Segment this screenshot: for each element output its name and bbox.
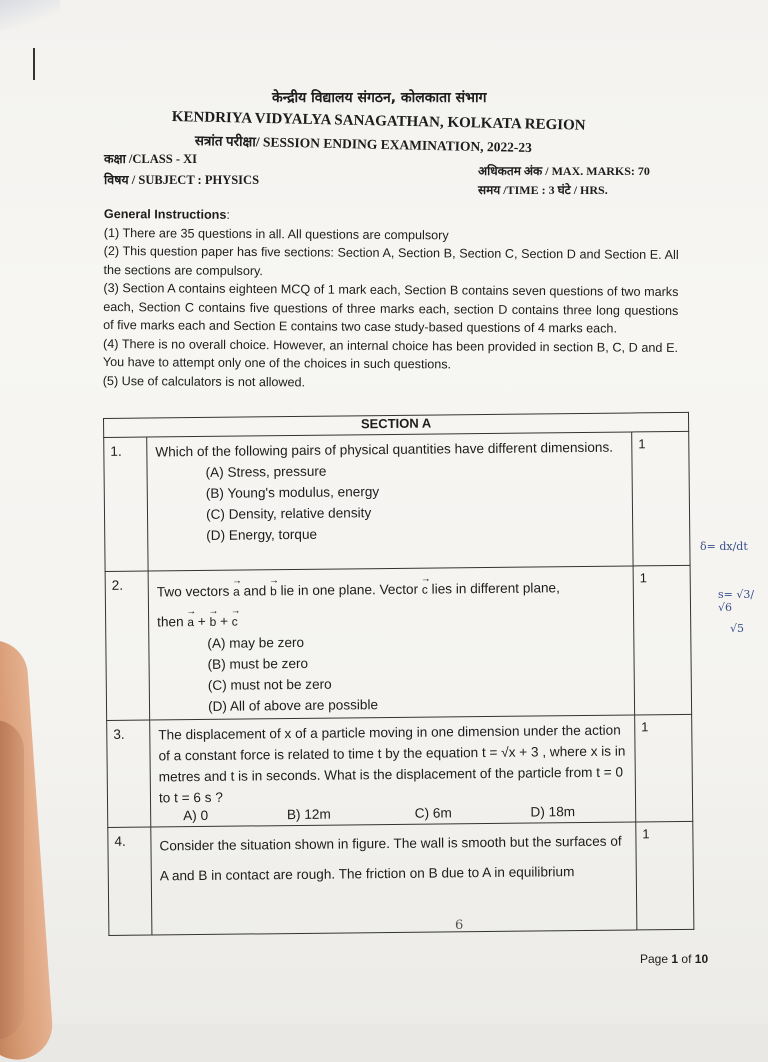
option: (C) must not be zero xyxy=(207,676,332,693)
question-number: 2. xyxy=(105,571,150,720)
question-row xyxy=(107,714,693,827)
question-text-part: Two vectors xyxy=(156,583,230,600)
question-text-part: lies in different plane, xyxy=(431,580,560,597)
question-row xyxy=(108,821,694,935)
instruction-item: (5) Use of calculators is not allowed. xyxy=(102,373,306,389)
page-prefix: Page xyxy=(640,952,669,966)
option: (B) must be zero xyxy=(207,655,309,672)
exam-title: सत्रांत परीक्षा/ SESSION ENDING EXAMINATION, 2022-23 xyxy=(194,132,533,156)
question-row xyxy=(105,565,692,720)
pen-mark xyxy=(33,48,35,80)
instructions-title: General Instructions xyxy=(103,206,227,222)
vector-c: → c xyxy=(232,612,238,633)
question-text: Which of the following pairs of physical quantities have different dimensions. xyxy=(155,439,614,460)
question-body xyxy=(150,715,636,827)
page-number xyxy=(640,952,708,966)
option: (B) Young's modulus, energy xyxy=(205,484,380,501)
option: C) 6m xyxy=(414,805,452,821)
vector-b: → b xyxy=(270,581,277,602)
question-text: The displacement of x of a particle moving in one dimension under the action of a constant force is related to time t by the equation t = √x + 3 , where x is in metres and t is in seconds. What is the displacement of the particle from t = 0 to t = 6 s ? xyxy=(158,722,626,806)
handwritten-note: s= √3/√6 xyxy=(718,588,755,614)
instruction-item: (1) There are 35 questions in all. All questions are compulsory xyxy=(103,225,449,242)
question-number: 4. xyxy=(108,827,152,935)
question-body xyxy=(147,432,633,571)
vector-a: → a xyxy=(233,582,240,603)
instruction-item: (4) There is no overall choice. However, an internal choice has been provided in section B, C, D and E. You have to attempt only one of the choices in such questions. xyxy=(102,336,679,372)
question-text xyxy=(157,571,625,604)
instruction-item: (3) Section A contains eighteen MCQ of 1 mark each, Section B contains seven questions of two marks each, Section C contains five questions of three marks each, section D contains three long questions of five marks each and Section E contains two case study-based questions of 4 marks each. xyxy=(103,280,679,336)
page-of: of xyxy=(681,952,692,966)
question-text: Consider the situation shown in figure. The wall is smooth but the surfaces of A and B in contact are rough. The friction on B due to A in equilibrium xyxy=(151,822,637,935)
question-marks: 1 xyxy=(632,431,690,566)
class-label: कक्षा /CLASS - XI xyxy=(104,152,197,166)
subject-label: विषय / SUBJECT : PHYSICS xyxy=(104,173,260,187)
org-hindi: केन्द्रीय विद्यालय संगठन, कोलकाता संभाग xyxy=(272,90,487,106)
time-label: समय /TIME : 3 घंटे / HRS. xyxy=(478,183,608,197)
handwritten-note: δ= dx/dt xyxy=(700,540,748,553)
option: (A) may be zero xyxy=(207,634,305,651)
vector-sum: then → a + → b + → c xyxy=(157,599,625,634)
option: (A) Stress, pressure xyxy=(205,463,327,480)
option: (D) Energy, torque xyxy=(206,526,318,543)
question-marks: 1 xyxy=(636,821,694,930)
question-text-part: lie in one plane. Vector xyxy=(280,581,419,599)
handwritten-note: √5 xyxy=(730,622,745,635)
question-body xyxy=(148,566,635,720)
option: (C) Density, relative density xyxy=(205,505,372,522)
page-fold xyxy=(0,0,60,30)
hand-finger xyxy=(0,720,24,1040)
option: D) 18m xyxy=(530,804,576,820)
option: B) 12m xyxy=(286,806,331,823)
question-text-part: and xyxy=(243,583,267,599)
option: A) 0 xyxy=(183,807,209,824)
question-row xyxy=(104,431,690,571)
section-title: SECTION A xyxy=(104,412,689,437)
max-marks: अधिकतम अंक / MAX. MARKS: 70 xyxy=(478,164,650,178)
question-number: 3. xyxy=(107,720,151,827)
question-text-part: then xyxy=(157,614,184,630)
general-instructions: General Instructions: (1) There are 35 questions in all. All questions are compulsory (2) This question paper has five sections: Section A, Section B, Section C, Section D and Section E. All the sections are compulsory. (3) Section A contains eighteen MCQ of 1 mark each, Section B contains seven questions of two marks each, Section C contains five questions of three marks each, section D contains three long questions of five marks each and Section E contains two case study-based questions of 4 marks each. (4) There is no overall choice. However, an internal choice has been provided in section B, C, D and E. You have to attempt only one of the choices in such questions. (5) Use of calculators is not allowed. xyxy=(103,205,679,394)
page-current: 1 xyxy=(671,952,679,966)
question-marks: 1 xyxy=(633,565,692,715)
question-number: 1. xyxy=(104,437,148,571)
option: (D) All of above are possible xyxy=(207,697,379,714)
instruction-item: (2) This question paper has five sections: Section A, Section B, Section C, Section D and Section E. All the sections are compulsory. xyxy=(103,243,679,278)
handwritten-scribble: 6 xyxy=(455,918,464,933)
org-english: KENDRIYA VIDYALYA SANAGATHAN, KOLKATA REGION xyxy=(171,109,586,134)
vector-c: → c xyxy=(422,580,428,601)
question-table xyxy=(103,412,694,936)
page-total: 10 xyxy=(694,952,709,966)
vector-a: → a xyxy=(187,612,194,633)
question-marks: 1 xyxy=(635,714,693,822)
vector-b: → b xyxy=(209,612,216,633)
